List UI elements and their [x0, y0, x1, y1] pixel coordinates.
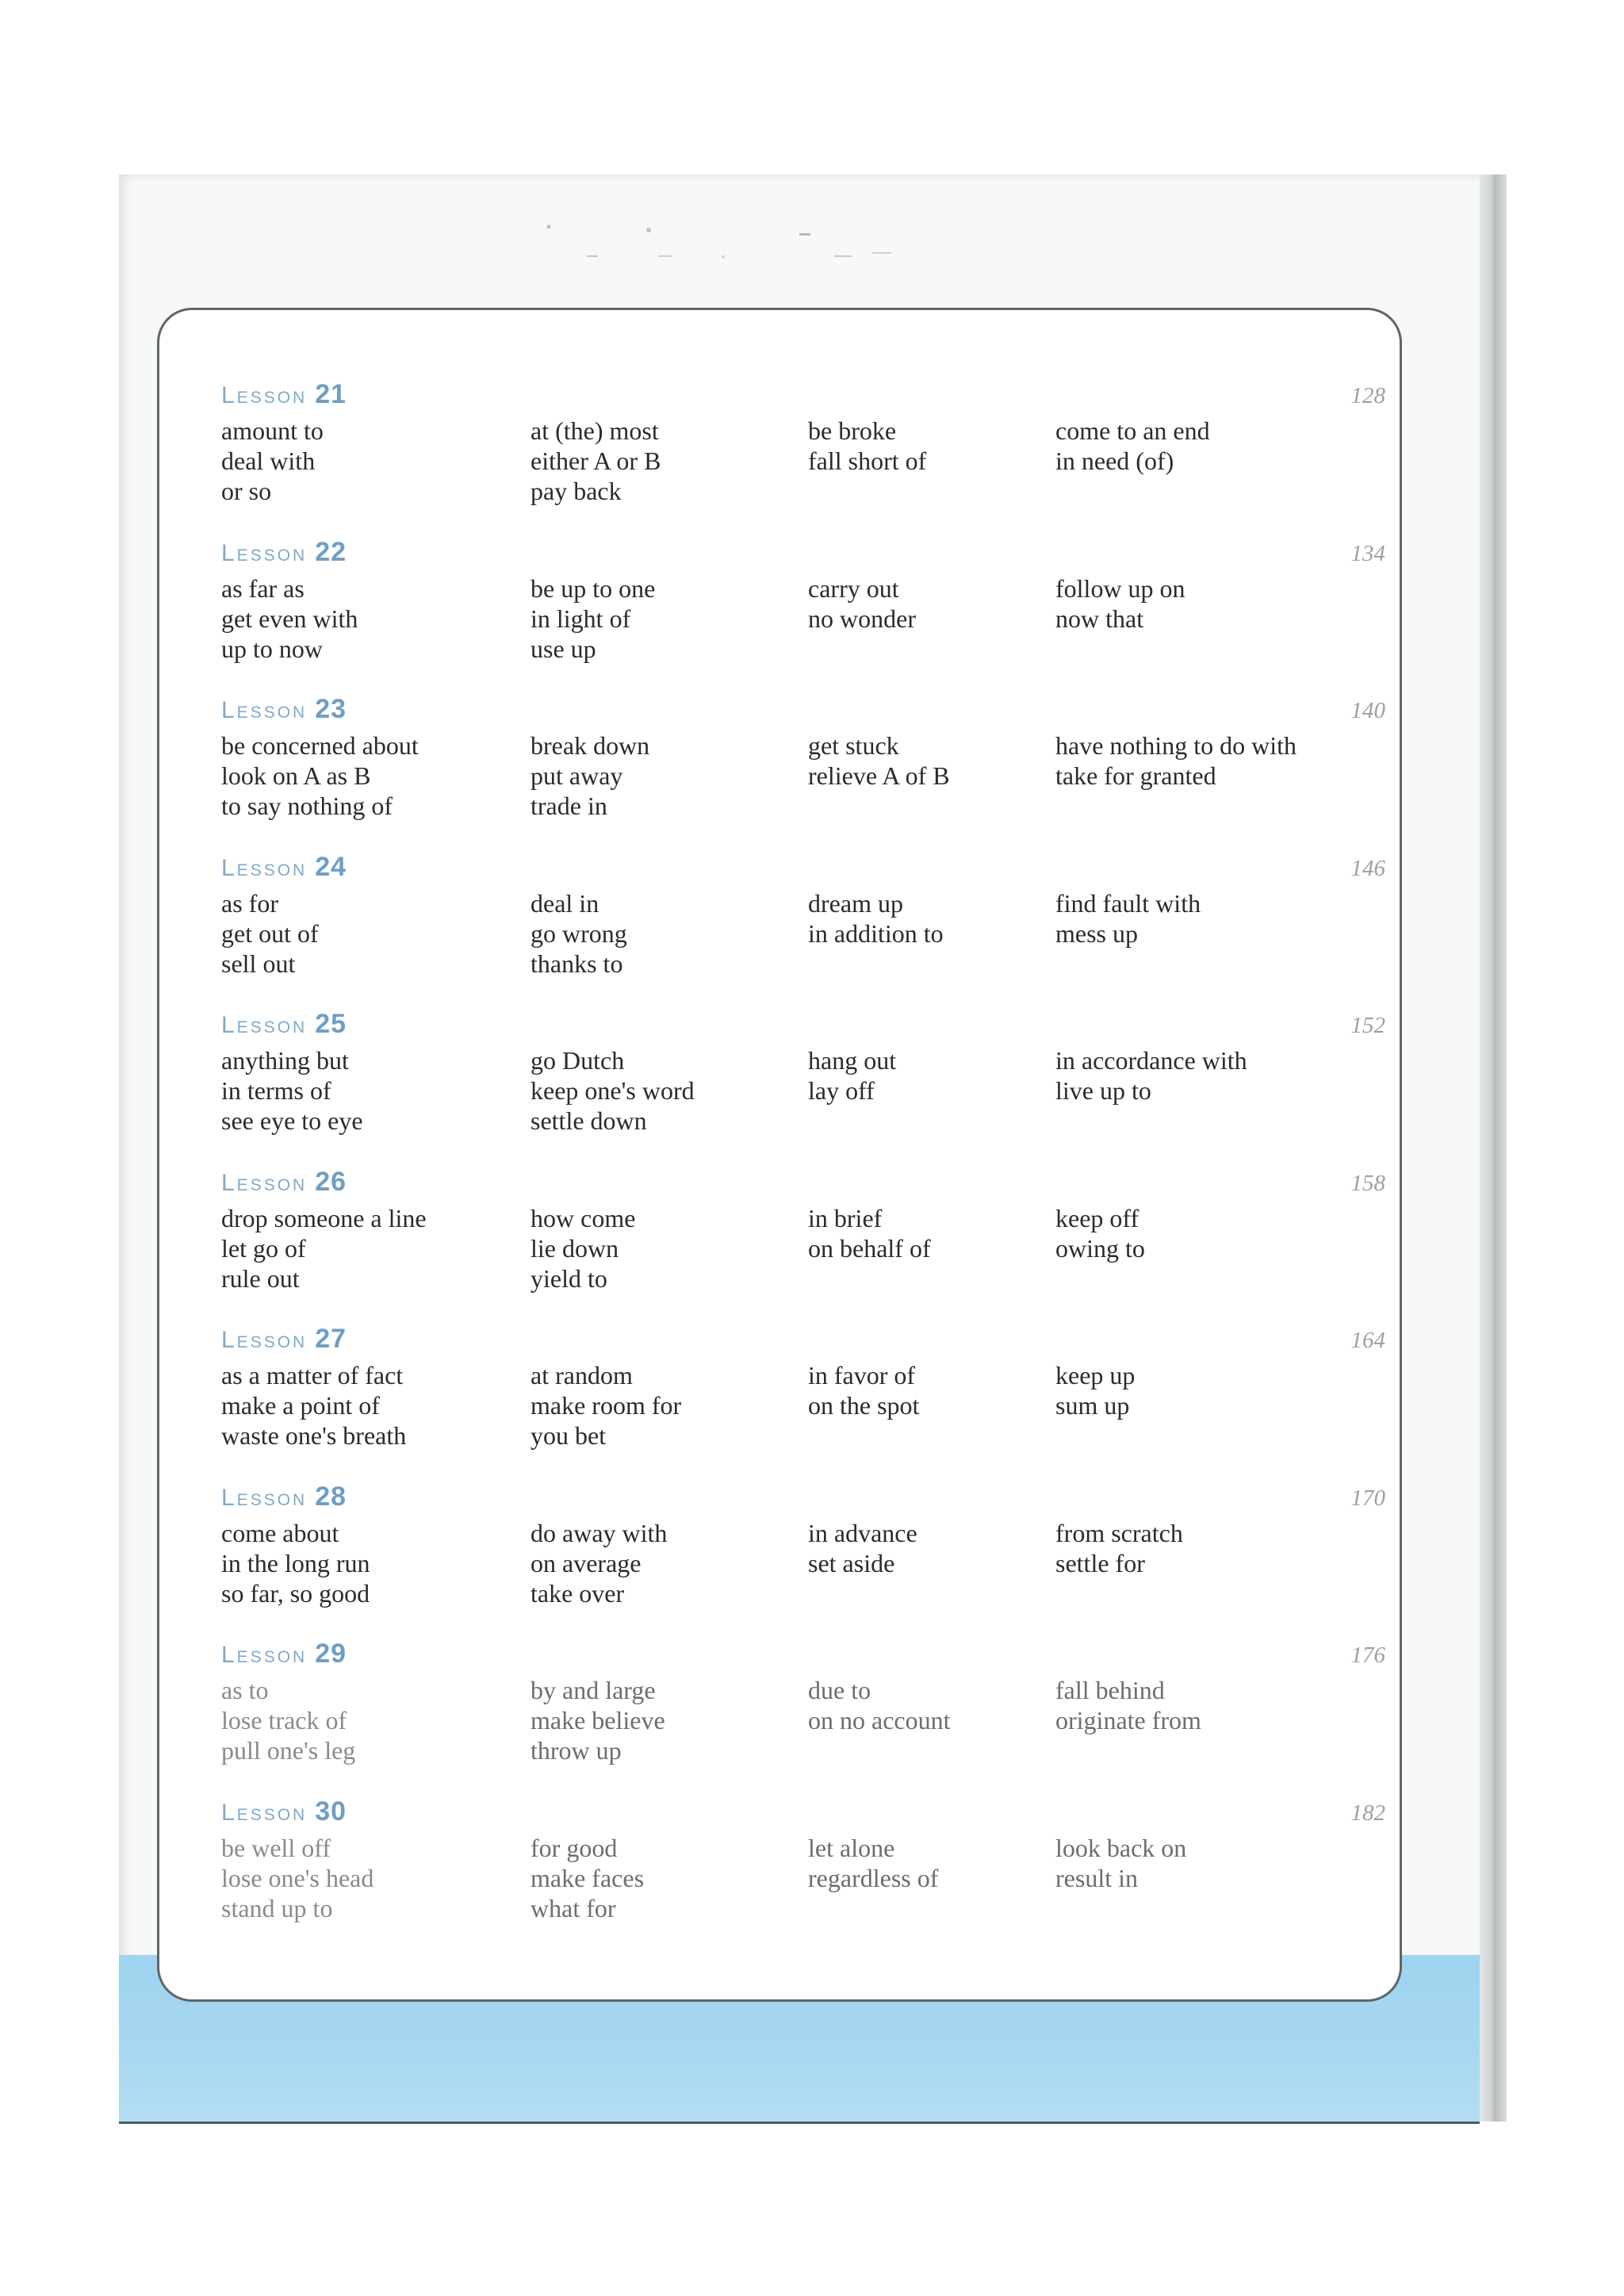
idiom-phrase: have nothing to do with — [1055, 731, 1297, 760]
idiom-phrase: see eye to eye — [221, 1106, 363, 1135]
idiom-phrase: up to now — [221, 634, 323, 663]
lesson-header — [221, 1636, 1385, 1671]
idiom-phrase: anything but — [221, 1046, 349, 1075]
idiom-phrase: on average — [530, 1548, 642, 1577]
idiom-phrase: get out of — [221, 918, 319, 948]
lesson-block — [221, 1636, 1385, 1793]
phrase-column — [1055, 1045, 1388, 1106]
lesson-page-number: 134 — [1350, 540, 1385, 566]
lesson-label: Lesson — [221, 1799, 308, 1826]
idiom-phrase: regardless of — [808, 1863, 939, 1892]
lesson-title — [221, 1636, 347, 1673]
lesson-header — [221, 1006, 1385, 1041]
idiom-phrase: deal with — [221, 447, 316, 475]
phrase-column — [530, 416, 840, 506]
phrase-column — [530, 573, 840, 664]
idiom-phrase: make believe — [530, 1706, 665, 1734]
idiom-phrase: from scratch — [1055, 1518, 1183, 1547]
idiom-phrase: deal in — [530, 888, 599, 918]
idiom-phrase: get stuck — [808, 731, 899, 760]
lesson-number: 30 — [315, 1796, 347, 1826]
phrase-column — [1055, 1518, 1388, 1578]
idiom-phrase: keep off — [1055, 1203, 1139, 1232]
idiom-phrase: as to — [221, 1676, 269, 1704]
idiom-phrase: hang out — [808, 1046, 897, 1075]
idiom-phrase: in favor of — [808, 1361, 916, 1389]
idiom-phrase: do away with — [530, 1518, 668, 1547]
lesson-header — [221, 1794, 1385, 1829]
idiom-phrase: rule out — [221, 1263, 300, 1293]
idiom-phrase: be concerned about — [221, 731, 419, 760]
phrase-column — [1055, 730, 1388, 791]
phrase-column — [530, 730, 840, 821]
lesson-label: Lesson — [221, 539, 308, 566]
lesson-header — [221, 692, 1385, 726]
idiom-phrase: you bet — [530, 1421, 607, 1450]
idiom-phrase: live up to — [1055, 1076, 1151, 1105]
lesson-number: 21 — [315, 379, 347, 409]
idiom-phrase: now that — [1055, 604, 1144, 633]
phrase-column — [1055, 888, 1388, 949]
lesson-header — [221, 1479, 1385, 1514]
idiom-phrase: in light of — [530, 604, 631, 633]
idiom-phrase: go Dutch — [530, 1046, 625, 1075]
phrase-column — [530, 888, 840, 979]
phrase-column — [221, 1675, 530, 1765]
idiom-phrase: let alone — [808, 1833, 895, 1862]
idiom-phrase: waste one's breath — [221, 1421, 407, 1450]
idiom-phrase: in brief — [808, 1203, 883, 1232]
idiom-phrase: sum up — [1055, 1391, 1130, 1420]
lesson-index-card — [157, 308, 1402, 2002]
idiom-phrase: pay back — [530, 477, 622, 505]
idiom-phrase: keep one's word — [530, 1076, 695, 1105]
phrase-column — [1055, 1203, 1388, 1263]
lesson-number: 25 — [315, 1009, 347, 1039]
lesson-block — [221, 1479, 1385, 1636]
idiom-phrase: set aside — [808, 1548, 895, 1577]
idiom-phrase: to say nothing of — [221, 792, 393, 820]
idiom-phrase: drop someone a line — [221, 1203, 427, 1232]
phrase-column — [221, 730, 530, 821]
idiom-phrase: in accordance with — [1055, 1046, 1247, 1075]
idiom-phrase: relieve A of B — [808, 761, 950, 790]
idiom-phrase: break down — [530, 731, 650, 760]
lesson-block — [221, 849, 1385, 1006]
lesson-page-number: 146 — [1350, 855, 1385, 881]
lesson-header — [221, 377, 1385, 412]
idiom-phrase: as for — [221, 888, 278, 918]
phrase-column — [530, 1045, 840, 1136]
phrase-column — [221, 573, 530, 664]
lesson-number: 23 — [315, 694, 347, 724]
idiom-phrase: for good — [530, 1833, 618, 1862]
lesson-title — [221, 1006, 347, 1043]
lesson-label: Lesson — [221, 382, 308, 408]
idiom-phrase: find fault with — [1055, 888, 1201, 918]
idiom-phrase: make a point of — [221, 1391, 380, 1420]
idiom-phrase: look on A as B — [221, 761, 371, 790]
idiom-phrase: take for granted — [1055, 761, 1216, 790]
idiom-phrase: how come — [530, 1203, 636, 1232]
lesson-label: Lesson — [221, 1327, 308, 1353]
lesson-block — [221, 377, 1385, 534]
idiom-phrase: make faces — [530, 1863, 645, 1892]
lesson-label: Lesson — [221, 1484, 308, 1511]
lesson-number: 27 — [315, 1324, 347, 1354]
idiom-phrase: on the spot — [808, 1391, 920, 1420]
page-spine-shadow — [1480, 174, 1507, 2122]
lesson-label: Lesson — [221, 697, 308, 723]
idiom-phrase: on behalf of — [808, 1233, 931, 1263]
lesson-title — [221, 1794, 347, 1830]
phrase-column — [221, 1518, 530, 1608]
lesson-number: 26 — [315, 1166, 347, 1197]
lesson-title — [221, 535, 347, 571]
idiom-phrase: settle for — [1055, 1548, 1145, 1577]
idiom-phrase: fall short of — [808, 447, 927, 475]
lesson-number: 29 — [315, 1639, 347, 1669]
idiom-phrase: keep up — [1055, 1361, 1136, 1389]
lesson-title — [221, 1479, 347, 1516]
phrase-column — [1055, 573, 1388, 634]
lesson-number: 22 — [315, 536, 347, 567]
phrase-column — [530, 1675, 840, 1765]
phrase-column — [530, 1203, 840, 1294]
lesson-title — [221, 377, 347, 413]
idiom-phrase: put away — [530, 761, 623, 790]
lesson-title — [221, 692, 347, 728]
lesson-label: Lesson — [221, 1169, 308, 1196]
idiom-phrase: get even with — [221, 604, 358, 633]
idiom-phrase: come about — [221, 1518, 339, 1547]
idiom-phrase: no wonder — [808, 604, 916, 633]
lesson-page-number: 170 — [1350, 1485, 1385, 1511]
idiom-phrase: settle down — [530, 1106, 647, 1135]
idiom-phrase: carry out — [808, 573, 899, 603]
idiom-phrase: amount to — [221, 416, 324, 445]
idiom-phrase: in need (of) — [1055, 447, 1174, 475]
idiom-phrase: trade in — [530, 792, 607, 820]
idiom-phrase: pull one's leg — [221, 1736, 356, 1765]
lesson-title — [221, 1164, 347, 1201]
lesson-header — [221, 1321, 1385, 1356]
lesson-number: 28 — [315, 1481, 347, 1512]
idiom-phrase: in terms of — [221, 1076, 331, 1105]
lesson-label: Lesson — [221, 854, 308, 881]
idiom-phrase: go wrong — [530, 918, 627, 948]
lesson-page-number: 176 — [1350, 1642, 1385, 1668]
phrase-column — [1055, 416, 1388, 476]
lesson-block — [221, 535, 1385, 692]
idiom-phrase: be up to one — [530, 573, 656, 603]
idiom-phrase: in the long run — [221, 1548, 370, 1577]
idiom-phrase: be well off — [221, 1833, 331, 1862]
idiom-phrase: mess up — [1055, 918, 1138, 948]
phrase-column — [221, 1203, 530, 1294]
lesson-page-number: 158 — [1350, 1170, 1385, 1196]
idiom-phrase: owing to — [1055, 1233, 1145, 1263]
idiom-phrase: look back on — [1055, 1833, 1187, 1862]
phrase-column — [221, 1833, 530, 1923]
lesson-page-number: 140 — [1350, 698, 1385, 723]
lesson-block — [221, 692, 1385, 849]
phrase-column — [530, 1833, 840, 1923]
scan-smudges — [539, 224, 920, 271]
idiom-phrase: in addition to — [808, 918, 944, 948]
idiom-phrase: fall behind — [1055, 1676, 1165, 1704]
lesson-block — [221, 1321, 1385, 1478]
idiom-phrase: at random — [530, 1361, 633, 1389]
idiom-phrase: stand up to — [221, 1893, 333, 1922]
lesson-block — [221, 1006, 1385, 1163]
idiom-phrase: yield to — [530, 1263, 607, 1293]
lesson-page-number: 128 — [1350, 383, 1385, 408]
idiom-phrase: lose one's head — [221, 1863, 374, 1892]
phrase-column — [221, 888, 530, 979]
idiom-phrase: originate from — [1055, 1706, 1201, 1734]
phrase-column — [1055, 1675, 1388, 1735]
idiom-phrase: either A or B — [530, 447, 661, 475]
lesson-header — [221, 1164, 1385, 1199]
idiom-phrase: as far as — [221, 573, 304, 603]
lesson-title — [221, 849, 347, 886]
lesson-page-number: 164 — [1350, 1328, 1385, 1353]
idiom-phrase: so far, so good — [221, 1578, 370, 1608]
lesson-label: Lesson — [221, 1642, 308, 1668]
idiom-phrase: take over — [530, 1578, 625, 1608]
phrase-column — [221, 1045, 530, 1136]
idiom-phrase: or so — [221, 477, 272, 505]
phrase-column — [221, 1360, 530, 1451]
lesson-number: 24 — [315, 851, 347, 882]
idiom-phrase: on no account — [808, 1706, 951, 1734]
lesson-title — [221, 1321, 347, 1358]
idiom-phrase: follow up on — [1055, 573, 1185, 603]
idiom-phrase: by and large — [530, 1676, 656, 1704]
lesson-block — [221, 1164, 1385, 1321]
phrase-column — [1055, 1833, 1388, 1893]
idiom-phrase: lose track of — [221, 1706, 347, 1734]
phrase-column — [1055, 1360, 1388, 1420]
phrase-column — [530, 1518, 840, 1608]
lesson-page-number: 152 — [1350, 1013, 1385, 1038]
idiom-phrase: lie down — [530, 1233, 619, 1263]
idiom-phrase: result in — [1055, 1863, 1138, 1892]
idiom-phrase: be broke — [808, 416, 897, 445]
idiom-phrase: sell out — [221, 949, 296, 978]
idiom-phrase: at (the) most — [530, 416, 659, 445]
idiom-phrase: what for — [530, 1893, 616, 1922]
idiom-phrase: lay off — [808, 1076, 875, 1105]
idiom-phrase: let go of — [221, 1233, 306, 1263]
lesson-header — [221, 849, 1385, 884]
lesson-header — [221, 535, 1385, 569]
idiom-phrase: as a matter of fact — [221, 1361, 404, 1389]
idiom-phrase: due to — [808, 1676, 871, 1704]
idiom-phrase: thanks to — [530, 949, 623, 978]
idiom-phrase: dream up — [808, 888, 903, 918]
lesson-page-number: 182 — [1350, 1800, 1385, 1826]
idiom-phrase: make room for — [530, 1391, 682, 1420]
phrase-column — [530, 1360, 840, 1451]
phrase-column — [221, 416, 530, 506]
idiom-phrase: in advance — [808, 1518, 917, 1547]
lesson-block — [221, 1794, 1385, 1951]
idiom-phrase: use up — [530, 634, 596, 663]
idiom-phrase: come to an end — [1055, 416, 1210, 445]
idiom-phrase: throw up — [530, 1736, 622, 1765]
lesson-label: Lesson — [221, 1012, 308, 1038]
